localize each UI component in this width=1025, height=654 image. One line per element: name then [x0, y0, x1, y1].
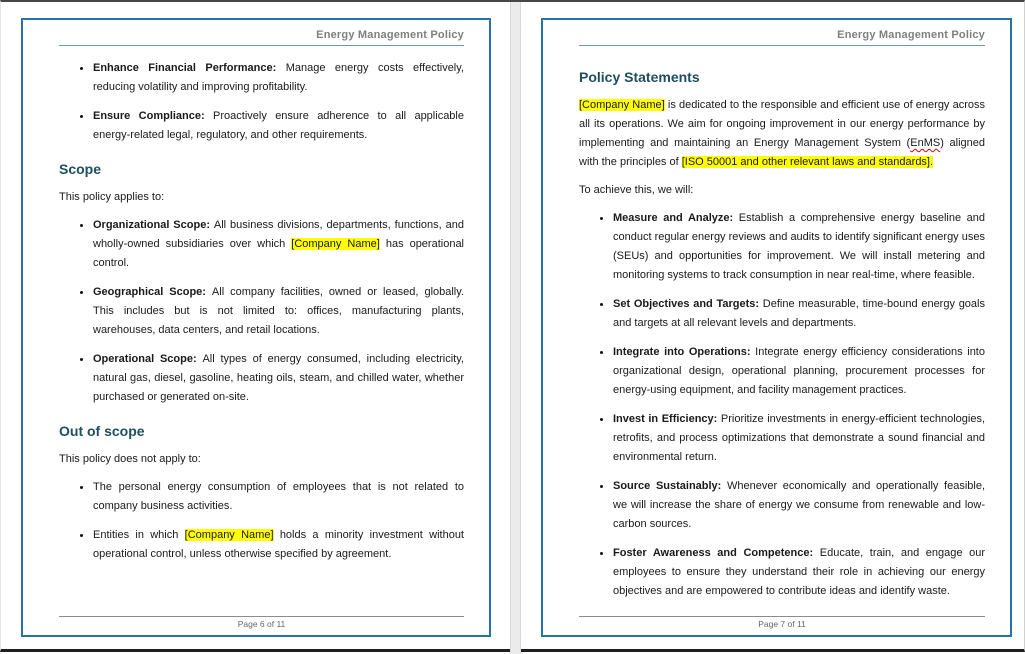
bullet-item — [92, 216, 464, 273]
page-header — [59, 29, 464, 46]
text-run: Enhance Financial Performance: — [93, 62, 286, 74]
paragraph — [579, 181, 985, 200]
spellcheck-flagged-text: EnMS — [910, 137, 941, 149]
page-number: Page 7 of 11 — [758, 619, 806, 629]
paragraph — [579, 96, 985, 172]
highlighted-placeholder: [Company Name] — [579, 99, 665, 111]
text-run: All company facilities, owned or leased, globally. This includes but is not limited to: offices, manufacturing plants, warehouses, data centers, and retail locations. — [93, 286, 464, 336]
section-heading: Policy Statements — [579, 69, 700, 85]
bullet-item — [612, 477, 985, 534]
page-6 — [21, 18, 491, 637]
bullet-item — [92, 283, 464, 340]
text-run: Integrate energy efficiency considerations into organizational design, operational planning, procurement processes for energy-using equipment, and facility management practices. — [613, 346, 985, 396]
text-run: Define measurable, time-bound energy goals and targets at all relevant levels and departments. — [613, 298, 985, 329]
page-content — [23, 46, 489, 564]
text-run: Ensure Compliance: — [93, 110, 214, 122]
text-run: This policy applies to: — [59, 191, 165, 203]
bullet-list — [59, 59, 464, 145]
page-header — [579, 29, 985, 46]
section-heading: Out of scope — [59, 423, 145, 439]
bullet-list — [59, 478, 464, 564]
text-run: The personal energy consumption of employees that is not related to company business activities. — [93, 481, 464, 512]
bullet-item — [92, 59, 464, 97]
paragraph — [59, 450, 464, 469]
bullet-list — [579, 209, 985, 601]
text-run: Prioritize investments in energy-efficient technologies, retrofits, and process optimizations that demonstrate a sound financial and environmental return. — [613, 413, 986, 463]
text-run: Geographical Scope: — [93, 286, 212, 298]
page-7 — [541, 18, 1012, 637]
bullet-item — [612, 343, 985, 400]
page-footer — [579, 616, 985, 630]
bullet-item — [92, 526, 464, 564]
bullet-list — [59, 216, 464, 407]
section-heading: Scope — [59, 161, 102, 177]
page-gap-divider — [510, 2, 521, 654]
text-run: Proactively ensure adherence to all applicable energy-related legal, regulatory, and other requirements. — [93, 110, 464, 141]
text-run: This policy does not apply to: — [59, 453, 201, 465]
text-run: is dedicated to the responsible and efficient use of energy across all its operations. We aim for ongoing improvement in our energy performance by implementing and maintaining an Energy Management System ( — [579, 99, 986, 149]
text-run: Source Sustainably: — [613, 480, 727, 492]
text-run: has operational control. — [93, 238, 465, 269]
highlighted-placeholder: [Company Name] — [184, 529, 274, 541]
text-run: Educate, train, and engage our employees to ensure they understand their role in achieving our energy objectives and are empowered to contribute ideas and identify waste. — [613, 547, 985, 597]
text-run: Organizational Scope: — [93, 219, 214, 231]
text-run: All types of energy consumed, including electricity, natural gas, diesel, gasoline, heating oils, steam, and chilled water, whether purchased or generated on-site. — [93, 353, 464, 403]
bullet-item — [612, 544, 985, 601]
page-number: Page 6 of 11 — [237, 619, 286, 629]
text-run: All business divisions, departments, functions, and wholly-owned subsidiaries over which — [93, 219, 464, 250]
page-header-title: Energy Management Policy — [316, 29, 464, 41]
bullet-item — [92, 107, 464, 145]
page-content — [543, 46, 1010, 601]
text-run: Operational Scope: — [93, 353, 203, 365]
text-run: Entities in which — [93, 529, 185, 541]
text-run: Manage energy costs effectively, reducing volatility and improving profitability. — [93, 62, 464, 93]
bullet-item — [612, 410, 985, 467]
page-header-title: Energy Management Policy — [837, 29, 985, 41]
paragraph — [59, 188, 464, 207]
text-run: Integrate into Operations: — [613, 346, 756, 358]
text-run: holds a minority investment without operational control, unless otherwise specified by agreement. — [93, 529, 464, 560]
text-run: Establish a comprehensive energy baseline and conduct regular energy reviews and audits to identify significant energy uses (SEUs) and opportunities for improvement. We will install metering and monitoring systems to track consumption in near real-time, where feasible. — [613, 212, 986, 281]
text-run: Invest in Efficiency: — [613, 413, 721, 425]
text-run: Measure and Analyze: — [613, 212, 739, 224]
text-run: Foster Awareness and Competence: — [613, 547, 820, 559]
page-footer — [59, 616, 464, 630]
text-run: To achieve this, we will: — [579, 184, 694, 196]
highlighted-placeholder: [ISO 50001 and other relevant laws and standards]. — [681, 156, 934, 168]
text-run: ) aligned with the principles of — [579, 137, 985, 168]
bullet-item — [612, 295, 985, 333]
bullet-item — [92, 350, 464, 407]
bullet-item — [612, 209, 985, 285]
text-run: Set Objectives and Targets: — [613, 298, 763, 310]
highlighted-placeholder: [Company Name] — [291, 238, 380, 250]
bullet-item — [92, 478, 464, 516]
text-run: Whenever economically and operationally feasible, we will increase the share of energy we consume from renewable and low-carbon sources. — [613, 480, 986, 530]
